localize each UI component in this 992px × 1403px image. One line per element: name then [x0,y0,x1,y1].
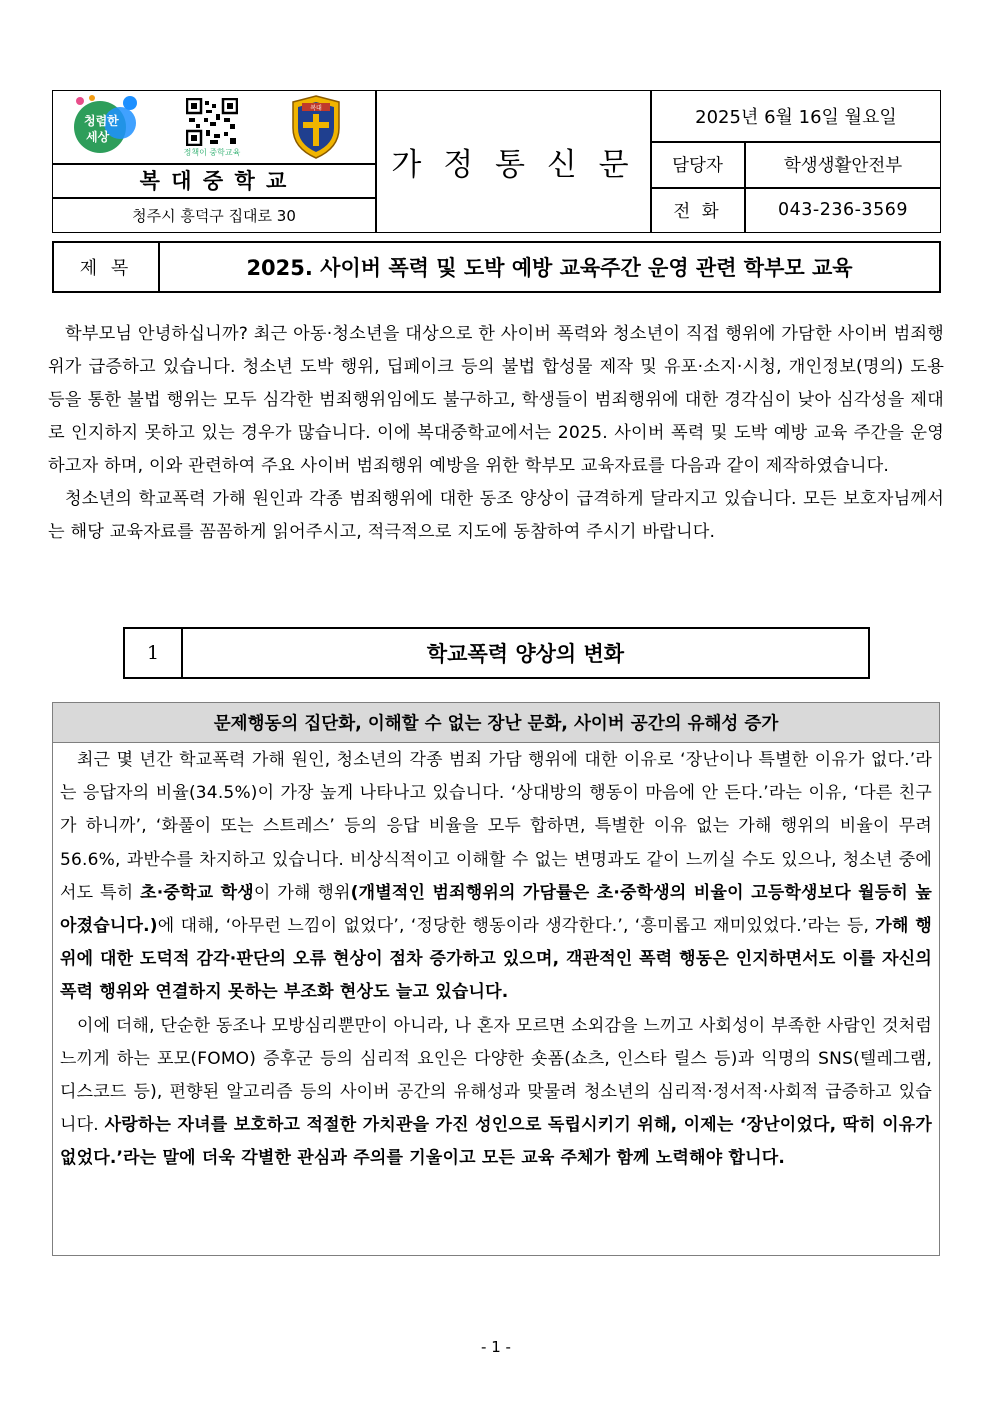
subject-label: 제 목 [79,258,133,279]
box-p1-text-c: 이 가해 행위 [253,882,351,903]
section-title: 학교폭력 양상의 변화 [426,642,625,666]
logo-text-1: 청렴한 [84,114,119,128]
school-address: 청주시 흥덕구 집대로 30 [132,206,296,225]
content-box-body [60,744,932,1176]
logo-text-2: 세상 [86,130,110,144]
qr-caption: 정책이 중학교육 [183,148,241,157]
school-emblem [289,94,343,160]
content-box-heading: 문제행동의 집단화, 이해할 수 없는 장난 문화, 사이버 공간의 유해성 증가 [53,703,939,743]
box-paragraph-1 [60,744,932,1010]
subject-title: 2025. 사이버 폭력 및 도박 예방 교육주간 운영 관련 학부모 교육 [246,256,853,280]
box-paragraph-2 [60,1010,932,1176]
box-p2-text-a: 이에 더해, 단순한 동조나 모방심리뿐만이 아니라, 나 혼자 모르면 소외감을 느끼고 사회성이 부족한 사람인 것처럼 느끼게 하는 포모(FOMO) 증후군 등의 심리적 요인은 다양한 숏폼(쇼츠, 인스타 릴스 등)과 익명의 SNS(텔레그램, 디스코드 등), 편향된 알고리즘 등의 사이버 공간의 유해성과 맞물려 청소년의 심리적·정서적·사회적 급증하고 있습니다. [60,1015,932,1136]
box-p2-text-b: 사랑하는 자녀를 보호하고 적절한 가치관을 가진 성인으로 독립시키기 위해, 이제는 ‘장난이었다, 딱히 이유가 없었다.’라는 말에 더욱 각별한 관심과 주의를 기울이고 모든 교육 주체가 함께 노력해야 합니다. [60,1115,933,1169]
box-p1-text-a: 최근 몇 년간 학교폭력 가해 원인, 청소년의 각종 범죄 가담 행위에 대한 이유로 ‘장난이나 특별한 이유가 없다.’라는 응답자의 비율(34.5%)이 가장 높게 나타나고 있습니다. ‘상대방의 행동이 마음에 안 든다.’라는 이유, ‘다른 친구가 하니까’, ‘화풀이 또는 스트레스’ 등의 응답 비율을 모두 합하면, 특별한 이유 없는 가해 행위의 비율이 무려 56.6%, 과반수를 차지하고 있습니다. 비상식적이고 이해할 수 없는 변명과도 같이 느끼실 수도 있으나, 청소년 중에서도 특히 [60,750,932,903]
doc-title: 가 정 통 신 문 [391,147,635,183]
school-name: 복 대 중 학 교 [139,168,289,193]
integrity-logo [70,93,142,161]
intro-text [48,318,944,549]
phone-value[interactable]: 043-236-3569 [778,200,908,220]
manager-label: 담당자 [672,155,723,176]
box-p1-text-b: 초·중학교 학생 [140,882,254,903]
box-p1-text-d: (개별적인 범죄행위의 가담률은 초·중학생의 비율이 고등학생보다 월등히 높아졌습니다.) [60,882,932,937]
page-number: - 1 - [481,1338,511,1356]
manager-value: 학생생활안전부 [783,155,903,176]
doc-date: 2025년 6월 16일 월요일 [695,106,897,128]
qr-code[interactable] [186,98,238,146]
intro-paragraph-2: 청소년의 학교폭력 가해 원인과 각종 범죄행위에 대한 동조 양상이 급격하게 달라지고 있습니다. 모든 보호자님께서는 해당 교육자료를 꼼꼼하게 읽어주시고, 적극적으로 지도에 동참하여 주시기 바랍니다. [48,489,944,542]
box-p1-text-e: 에 대해, ‘아무런 느낌이 없었다’, ‘정당한 행동이라 생각한다.’, ‘흥미롭고 재미있었다.’라는 등, [157,916,876,937]
section-number: 1 [146,642,160,664]
intro-paragraph-1: 학부모님 안녕하십니까? 최근 아동·청소년을 대상으로 한 사이버 폭력와 청소년이 직접 행위에 가담한 사이버 범죄행위가 급증하고 있습니다. 청소년 도박 행위, 딥페이크 등의 불법 합성물 제작 및 유포·소지·시청, 개인정보(명의) 도용 등을 통한 불법 행위는 모두 심각한 범죄행위임에도 불구하고, 학생들이 범죄행위에 대한 경각심이 낮아 심각성을 제대로 인지하지 못하고 있는 경우가 많습니다. 이에 복대중학교에서는 2025. 사이버 폭력 및 도박 예방 교육 주간을 운영하고자 하며, 이와 관련하여 주요 사이버 범죄행위 예방을 위한 학부모 교육자료를 다음과 같이 제작하였습니다. [48,324,944,476]
emblem-text: 복대 [310,105,322,112]
box-p1-text-f: 가해 행위에 대한 도덕적 감각·판단의 오류 현상이 점차 증가하고 있으며, 객관적인 폭력 행동은 인지하면서도 이를 자신의 폭력 행위와 연결하지 못하는 부조화 현상도 늘고 있습니다. [60,916,933,1003]
phone-label: 전 화 [673,201,722,222]
